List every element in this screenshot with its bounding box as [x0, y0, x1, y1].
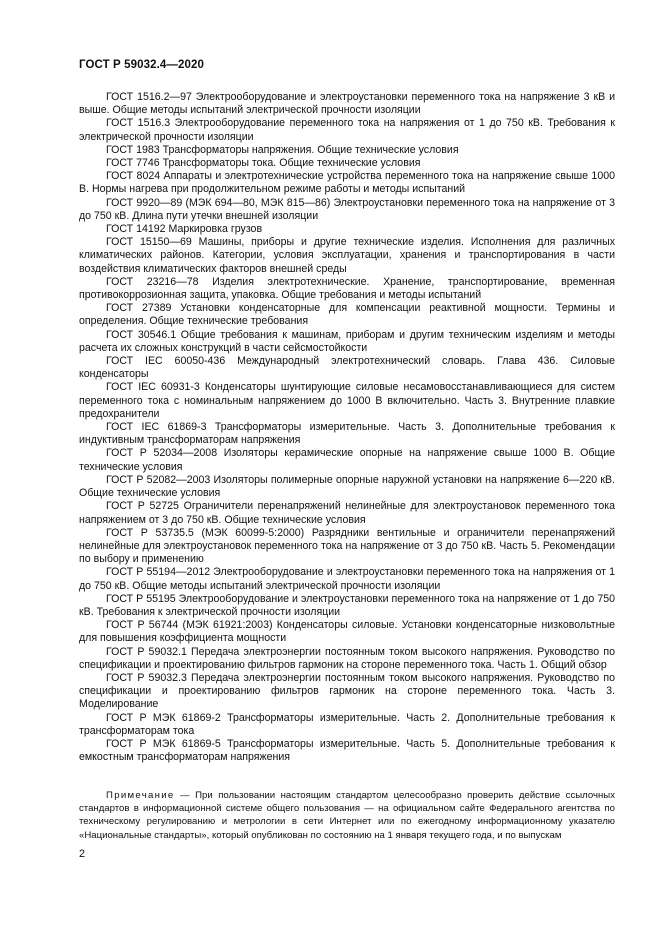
reference-entry: ГОСТ Р 56744 (МЭК 61921:2003) Конденсаторы силовые. Установки конденсаторные низковольтные для повышения коэффициента мощности	[79, 619, 615, 645]
reference-entry: ГОСТ Р МЭК 61869-2 Трансформаторы измерительные. Часть 2. Дополнительные требования к трансформаторам тока	[79, 711, 615, 737]
reference-entry: ГОСТ 1516.3 Электрооборудование переменного тока на напряжения от 1 до 750 кВ. Требования к электрической прочности изоляции	[79, 117, 615, 143]
note-text: — При пользовании настоящим стандартом целесообразно проверить действие ссылочных стандартов в информационной системе общего пользования — на официальном сайте Федерального агентства по техническому регулированию и метрологии в сети Интернет или по ежегодному информационному указателю «Национальные стандарты», который опубликован по состоянию на 1 января текущего года, и по выпускам	[79, 790, 615, 841]
reference-entry: ГОСТ 30546.1 Общие требования к машинам, приборам и другим техническим изделиям и методы расчета их сложных конструкций в части сейсмостойкости	[79, 328, 615, 354]
reference-entry: ГОСТ Р 59032.1 Передача электроэнергии постоянным током высокого напряжения. Руководство по спецификации и проектированию фильтров гармоник на стороне переменного тока. Часть 1. Общий обзор	[79, 645, 615, 671]
reference-entry: ГОСТ Р 52725 Ограничители перенапряжений нелинейные для электроустановок переменного тока напряжением от 3 до 750 кВ. Общие технические условия	[79, 500, 615, 526]
reference-entry: ГОСТ Р 55195 Электрооборудование и электроустановки переменного тока на напряжение от 1 до 750 кВ. Требования к электрической прочности изоляции	[79, 592, 615, 618]
reference-entry: ГОСТ IEC 60050-436 Международный электротехнический словарь. Глава 436. Силовые конденсаторы	[79, 355, 615, 381]
reference-entry: ГОСТ 15150—69 Машины, приборы и другие технические изделия. Исполнения для различных климатических районов. Категории, условия эксплуатации, хранения и транспортирования в части воздействия климатических факторов внешней среды	[79, 236, 615, 275]
note-paragraph	[79, 789, 615, 842]
reference-entry: ГОСТ Р 52034—2008 Изоляторы керамические опорные на напряжение свыше 1000 В. Общие технические условия	[79, 447, 615, 473]
reference-entry: ГОСТ Р 52082—2003 Изоляторы полимерные опорные наружной установки на напряжение 6—220 кВ. Общие технические условия	[79, 473, 615, 500]
reference-entry: ГОСТ 1983 Трансформаторы напряжения. Общие технические условия	[106, 143, 459, 156]
reference-entry: ГОСТ Р 59032.3 Передача электроэнергии постоянным током высокого напряжения. Руководство по спецификации и проектированию фильтров гармоник на стороне переменного тока. Часть 3. Моделирование	[79, 671, 615, 711]
reference-entry: ГОСТ Р МЭК 61869-5 Трансформаторы измерительные. Часть 5. Дополнительные требования к емкостным трансформаторам напряжения	[79, 737, 615, 764]
reference-entry: ГОСТ 1516.2—97 Электрооборудование и электроустановки переменного тока на напряжение 3 кВ и выше. Общие методы испытаний электрической прочности изоляции	[79, 91, 615, 117]
note-label: Примечание	[106, 790, 175, 801]
reference-entry: ГОСТ IEC 60931-3 Конденсаторы шунтирующие силовые несамовосстанавливающиеся для систем переменного тока с номинальным напряжением до 1000 В включительно. Часть 3. Внутренние плавкие предохранители	[79, 381, 615, 420]
reference-entry: ГОСТ Р 55194—2012 Электрооборудование и электроустановки переменного тока на напряжения от 1 до 750 кВ. Общие методы испытаний электрической прочности изоляции	[79, 566, 615, 592]
reference-entry: ГОСТ 14192 Маркировка грузов	[106, 223, 263, 236]
reference-entry: ГОСТ 8024 Аппараты и электротехнические устройства переменного тока на напряжение свыше 1000 В. Нормы нагрева при продолжительном режиме работы и методы испытаний	[79, 170, 615, 196]
reference-entry: ГОСТ 7746 Трансформаторы тока. Общие технические условия	[106, 157, 421, 170]
page-header-doc-id: ГОСТ Р 59032.4—2020	[79, 59, 204, 71]
normative-references	[79, 91, 615, 764]
page-number: 2	[79, 848, 86, 860]
reference-entry: ГОСТ Р 53735.5 (МЭК 60099-5:2000) Разрядники вентильные и ограничители перенапряжений нелинейные для электроустановок переменного тока на напряжение от 3 до 750 кВ. Часть 5. Рекомендации по выбору и применению	[79, 526, 615, 566]
reference-entry: ГОСТ 23216—78 Изделия электротехнические. Хранение, транспортирование, временная противокоррозионная защита, упаковка. Общие требования и методы испытаний	[79, 275, 615, 302]
reference-entry: ГОСТ 27389 Установки конденсаторные для компенсации реактивной мощности. Термины и определения. Общие технические требования	[79, 302, 615, 328]
reference-entry: ГОСТ 9920—89 (МЭК 694—80, МЭК 815—86) Электроустановки переменного тока на напряжение от 3 до 750 кВ. Длина пути утечки внешней изоляции	[79, 196, 615, 222]
reference-entry: ГОСТ IEC 61869-3 Трансформаторы измерительные. Часть 3. Дополнительные требования к индуктивным трансформаторам напряжения	[79, 421, 615, 447]
